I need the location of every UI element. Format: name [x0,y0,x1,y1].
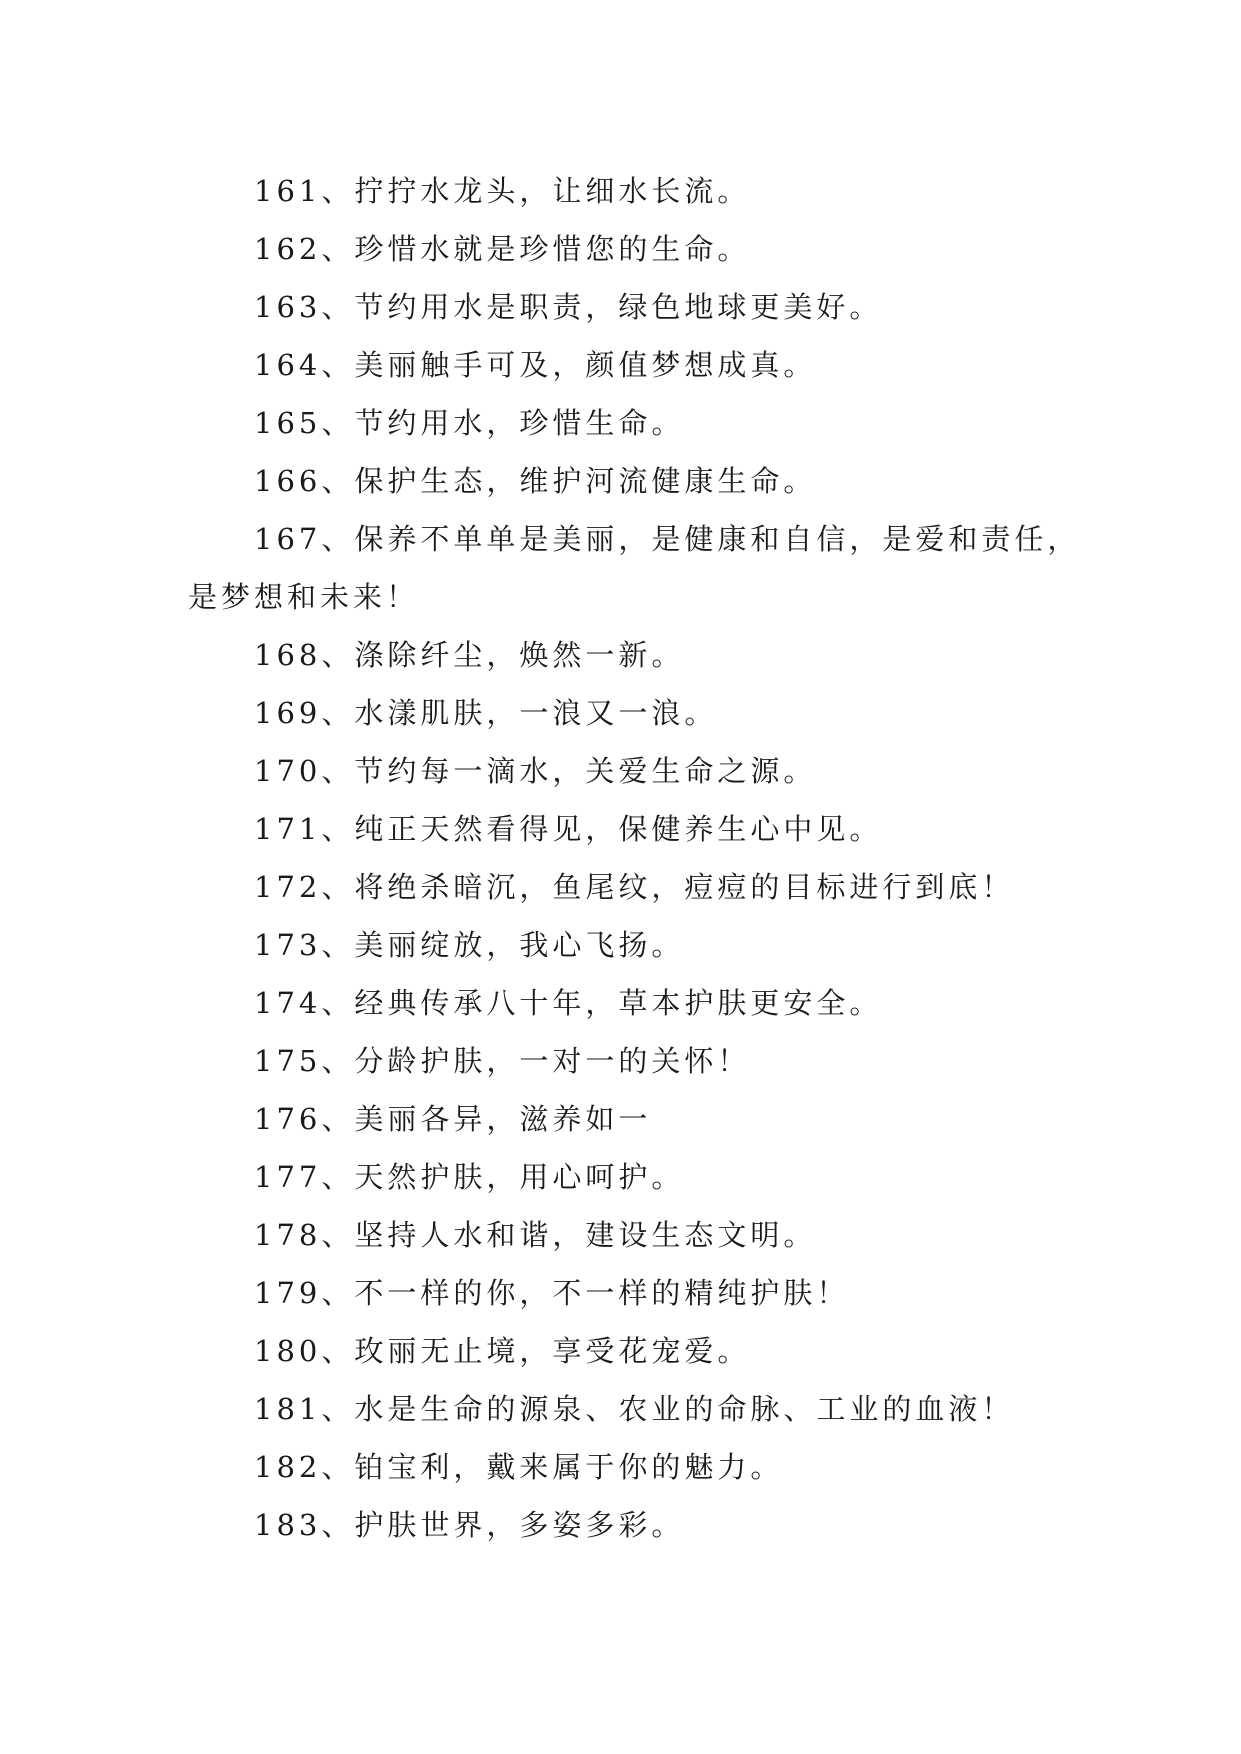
list-item: 175、分龄护肤，一对一的关怀！ [254,1044,751,1078]
list-item: 165、节约用水，珍惜生命。 [254,406,685,440]
list-item: 173、美丽绽放，我心飞扬。 [254,928,685,962]
list-item: 176、美丽各异，滋养如一 [254,1102,652,1136]
list-item: 182、铂宝利，戴来属于你的魅力。 [254,1450,784,1484]
list-item: 177、天然护肤，用心呵护。 [254,1160,685,1194]
list-item: 181、水是生命的源泉、农业的命脉、工业的血液！ [254,1392,1015,1426]
list-item: 164、美丽触手可及，颜值梦想成真。 [254,348,817,382]
document-body [188,162,1088,1554]
list-item: 170、节约每一滴水，关爱生命之源。 [254,754,817,788]
list-item: 178、坚持人水和谐，建设生态文明。 [254,1218,817,1252]
list-item: 168、涤除纤尘，焕然一新。 [254,638,685,672]
list-item: 167、保养不单单是美丽，是健康和自信，是爱和责任，是梦想和未来！ [188,522,1081,614]
list-item: 169、水漾肌肤，一浪又一浪。 [254,696,718,730]
list-item: 171、纯正天然看得见，保健养生心中见。 [254,812,883,846]
list-item: 180、玫丽无止境，享受花宠爱。 [254,1334,751,1368]
list-item: 166、保护生态，维护河流健康生命。 [254,464,817,498]
list-item: 162、珍惜水就是珍惜您的生命。 [254,232,751,266]
list-item: 183、护肤世界，多姿多彩。 [254,1508,685,1542]
list-item: 161、拧拧水龙头，让细水长流。 [254,174,751,208]
list-item: 163、节约用水是职责，绿色地球更美好。 [254,290,883,324]
list-item: 179、不一样的你，不一样的精纯护肤！ [254,1276,850,1310]
list-item: 174、经典传承八十年，草本护肤更安全。 [254,986,883,1020]
list-item: 172、将绝杀暗沉，鱼尾纹，痘痘的目标进行到底！ [254,870,1015,904]
